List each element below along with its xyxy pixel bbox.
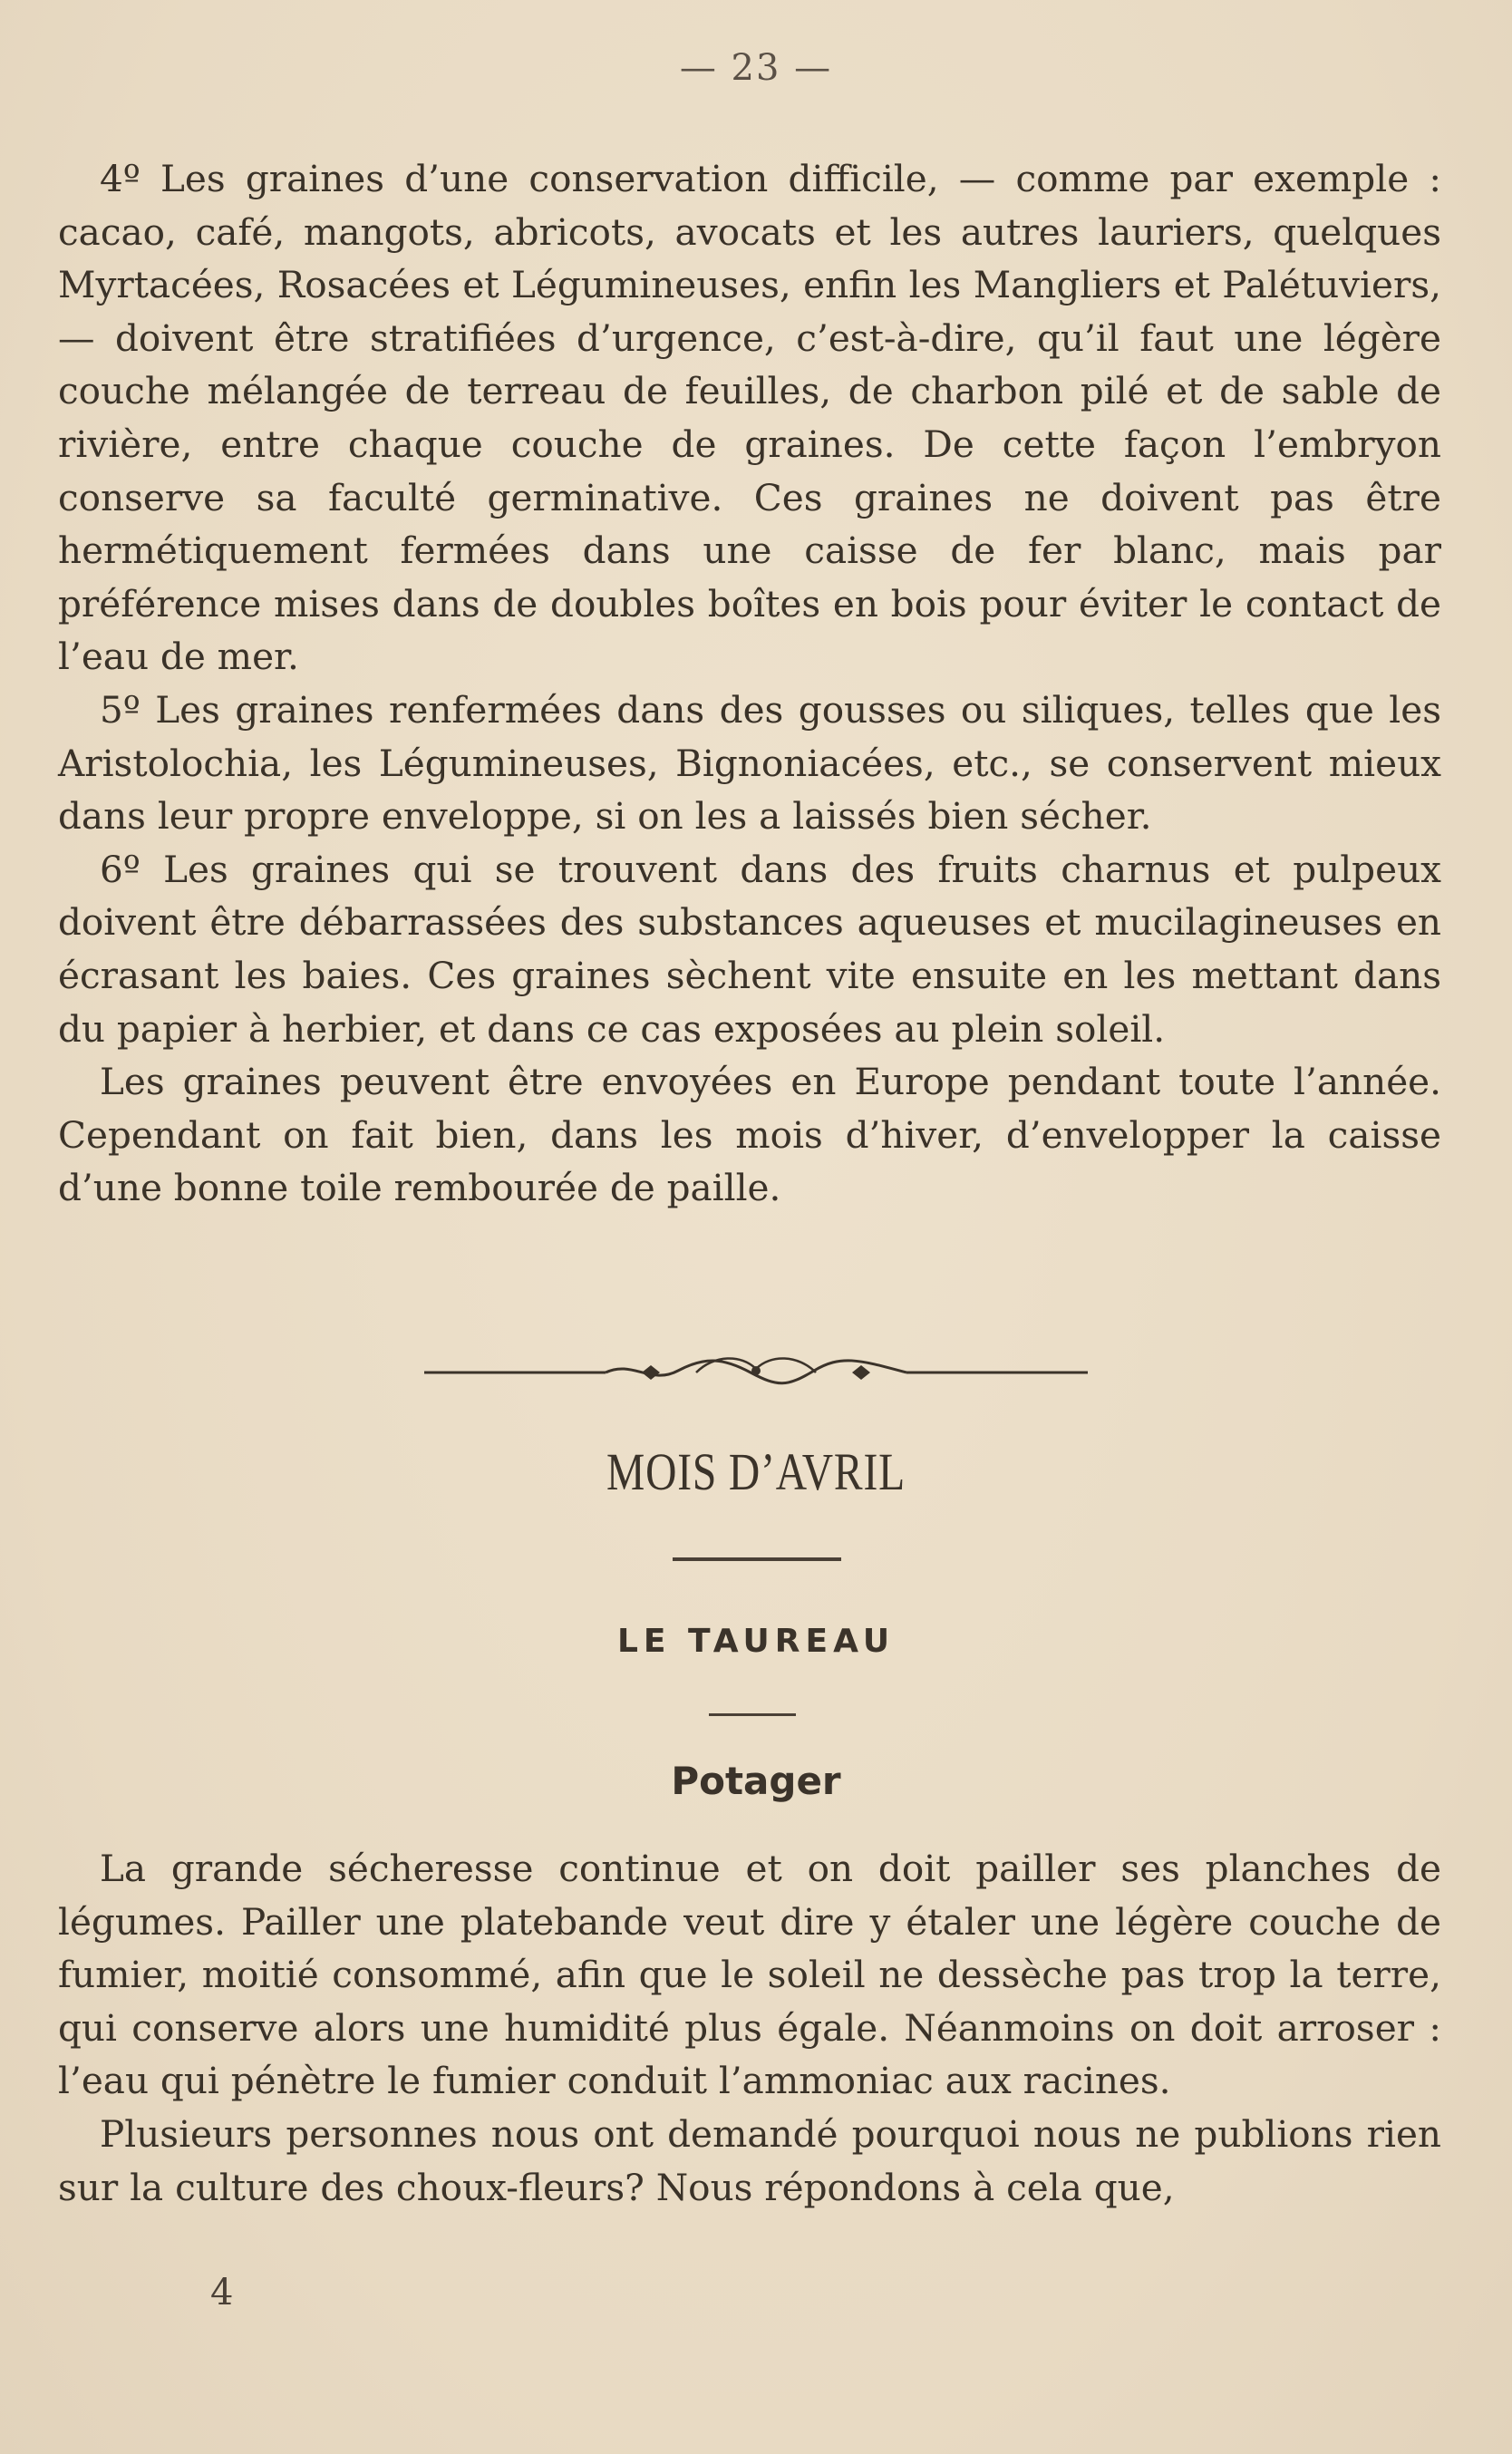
- lower-text-block: [58, 1842, 1441, 2214]
- page-number: — 23 —: [679, 47, 833, 89]
- heading-rule: [673, 1557, 841, 1561]
- section-heading: Potager: [671, 1759, 841, 1803]
- paragraph-item-6: 6º Les graines qui se trouvent dans des fruits charnus et pulpeux doivent être débarrassées des substances aqueuses et mucilagineuses en écrasant les baies. Ces graines sèchent vite ensuite en les mettant dans du papier à herbier, et dans ce cas exposées au plein soleil.: [58, 847, 1441, 1051]
- upper-text-block: [58, 152, 1441, 1215]
- paragraph-shipping: Les graines peuvent être envoyées en Europe pendant toute l’année. Cependant on fait bien, dans les mois d’hiver, d’envelopper la caisse d’une bonne toile rembourée de paille.: [58, 1060, 1441, 1210]
- paragraph-item-5: 5º Les graines renfermées dans des gousses ou siliques, telles que les Aristolochia, les Légumineuses, Bignoniacées, etc., se conservent mieux dans leur propre enveloppe, si on les a laissés bien sécher.: [58, 687, 1441, 839]
- paragraph-item-4: 4º Les graines d’une conservation difficile, — comme par exemple : cacao, café, mangots, abricots, avocats et les autres lauriers, quelques Myrtacées, Rosacées et Légumineuses, enfin les Mangliers et Palétuviers, — doivent être stratifiées d’urgence, c’est-à-dire, qu’il faut une légère couche mélangée de terreau de feuilles, de charbon pilé et de sable de rivière, entre chaque couche de graines. De cette façon l’embryon conserve sa faculté germinative. Ces graines ne doivent pas être hermétiquement fermées dans une caisse de fer blanc, mais par préférence mises dans de doubles boîtes en bois pour éviter le contact de l’eau de mer.: [58, 157, 1441, 679]
- ornamental-divider-icon: [424, 1351, 1088, 1391]
- paragraph-mulching: La grande sécheresse continue et on doit pailler ses planches de légumes. Pailler une platebande veut dire y étaler une légère couche de fumier, moitié consommé, afin que le soleil ne dessèche pas trop la terre, qui conserve alors une humidité plus égale. Néanmoins on doit arroser : l’eau qui pénètre le fumier conduit l’ammoniac aux racines.: [58, 1847, 1441, 2103]
- zodiac-sign-heading: LE TAUREAU: [616, 1623, 896, 1660]
- month-heading: MOIS D’AVRIL: [606, 1442, 906, 1501]
- signature-mark: 4: [210, 2272, 234, 2313]
- short-rule: [709, 1713, 796, 1716]
- paragraph-cauliflower: Plusieurs personnes nous ont demandé pourquoi nous ne publions rien sur la culture des choux-fleurs? Nous répondons à cela que,: [58, 2111, 1441, 2209]
